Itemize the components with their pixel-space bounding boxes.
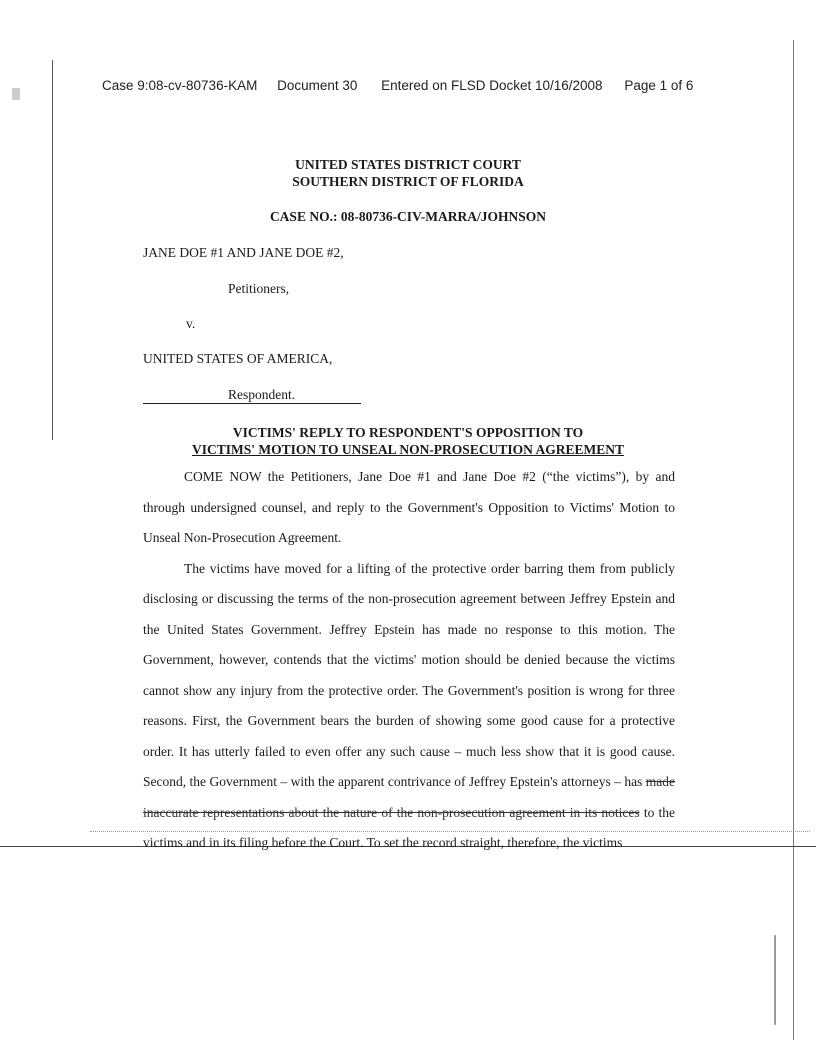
- petitioners-names: JANE DOE #1 AND JANE DOE #2,: [143, 245, 344, 260]
- scan-left-margin-line: [52, 60, 53, 440]
- case-number: CASE NO.: 08-80736-CIV-MARRA/JOHNSON: [269, 209, 547, 224]
- scan-speck: [774, 935, 776, 1025]
- respondent-role: Respondent.: [228, 387, 296, 402]
- paragraph-2-text: The victims have moved for a lifting of the protective order barring them from publicly disclosing or discussing the terms of the non-prosecution agreement between Jeffrey Epstein and the United States Government. Jeffrey Epstein has made no response to this motion. The Government, however, contends that the victims' motion should be denied because the victims cannot show any injury from the protective order. The Government's position is wrong for three reasons. First, the Government bears the burden of showing some good cause for a protective order. It has utterly failed to even offer any such cause – much less show that it is good cause. Second, the Government – with the apparent contrivance of Jeffrey Epstein's attorneys – has: [143, 560, 675, 789]
- paragraph-2-continuation: to the victims and in its filing before the Court. To set the record straight, therefore, the victims: [143, 804, 675, 850]
- document-number-header: Document 30: [277, 78, 358, 93]
- court-name: UNITED STATES DISTRICT COURT: [295, 157, 521, 172]
- title-line-2: VICTIMS' MOTION TO UNSEAL NON-PROSECUTION AGREEMENT: [192, 442, 624, 457]
- page-number-header: Page 1 of 6: [624, 78, 694, 93]
- petitioners-role: Petitioners,: [228, 281, 290, 296]
- struck-through-text: made inaccurate representations about the nature of the non-prosecution agreement in its notices: [143, 774, 676, 820]
- scan-speck: [12, 88, 20, 100]
- respondent-name: UNITED STATES OF AMERICA,: [143, 351, 333, 366]
- case-number-header: Case 9:08-cv-80736-KAM: [102, 78, 258, 93]
- docket-entry-header: Entered on FLSD Docket 10/16/2008: [381, 78, 603, 93]
- title-line-1: VICTIMS' REPLY TO RESPONDENT'S OPPOSITION TO: [232, 425, 584, 440]
- versus: v.: [186, 316, 196, 331]
- document-body: [143, 462, 675, 859]
- docket-header: [102, 78, 693, 93]
- body-paragraph-2: [143, 554, 675, 859]
- caption-rule: [143, 403, 361, 404]
- scan-right-margin-line: [793, 40, 794, 1040]
- court-district: SOUTHERN DISTRICT OF FLORIDA: [292, 174, 524, 189]
- body-paragraph-1: COME NOW the Petitioners, Jane Doe #1 and Jane Doe #2 (“the victims”), by and through undersigned counsel, and reply to the Government's Opposition to Victims' Motion to Unseal Non-Prosecution Agreement.: [143, 469, 675, 545]
- document-title: [0, 424, 816, 458]
